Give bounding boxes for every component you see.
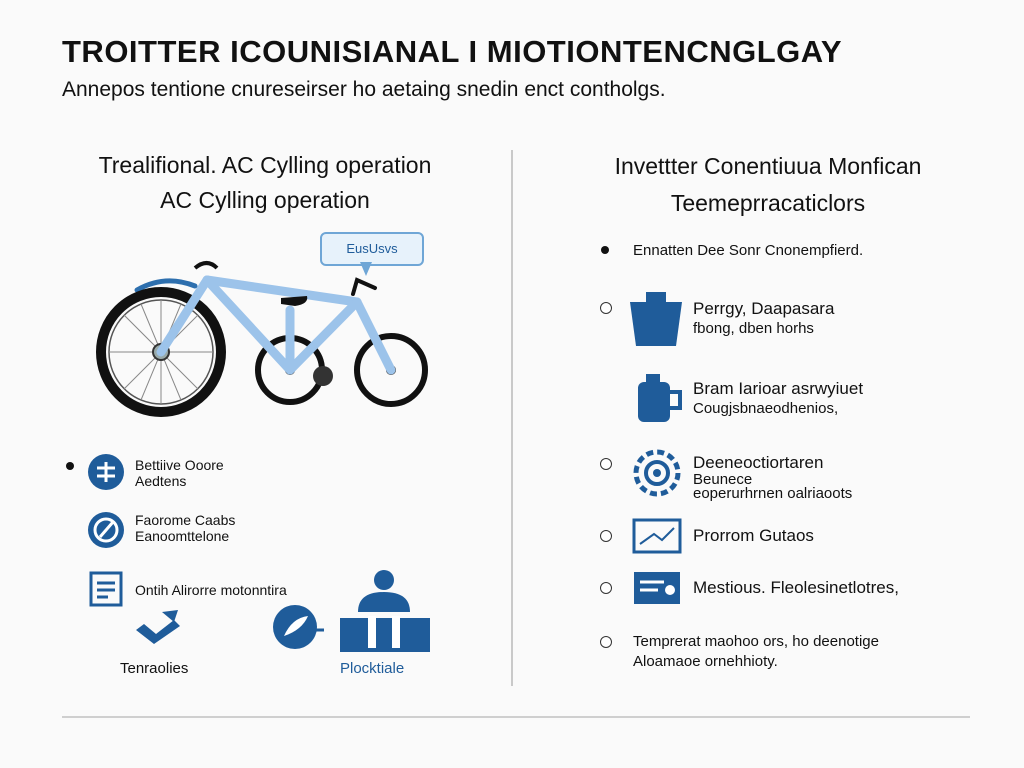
left-title-line2: AC Cylling operation xyxy=(160,187,370,213)
bullet-ring xyxy=(600,458,612,470)
bottom-right-label: Plocktiale xyxy=(340,660,405,677)
left-item-1-label: Bettiive Ooore Aedtens xyxy=(135,457,224,489)
right-title-line2: Teemeprracaticlors xyxy=(670,190,866,216)
right-item-1-label: Ennatten Dee Sonr Cnonempfierd. xyxy=(633,242,864,259)
bullet-ring xyxy=(600,302,612,314)
right-item-2-label: Perrgy, Daapasara fbong, dben horhs xyxy=(693,299,835,337)
bullet-ring xyxy=(600,582,612,594)
page-subtitle: Annepos tentione cnureseirser ho aetaing snedin enct contholgs. xyxy=(62,78,666,101)
right-column-title xyxy=(578,148,958,222)
left-title-line1: Trealifional. AC Cylling operation xyxy=(98,152,432,178)
right-item-5-label: Prorrom Gutaos xyxy=(693,526,814,545)
card-icon xyxy=(632,570,682,606)
bicycle-icon xyxy=(95,250,435,420)
bottom-left-label: Tenraolies xyxy=(120,660,189,677)
right-item-3-label: Bram Iarioar asrwyiuet Cougjsbnaeodhenios, xyxy=(693,379,864,417)
left-item-2-label: Faorome Caabs Eanoomttelone xyxy=(135,512,236,544)
column-divider xyxy=(511,150,513,686)
hand-tool-icon xyxy=(130,606,186,652)
gauge-icon xyxy=(86,510,126,550)
right-item-4-label: Deeneoctiortaren Beunece eoperurhrnen oalriaoots xyxy=(693,453,853,502)
chart-window-icon xyxy=(632,518,682,554)
page-title: TROITTER ICOUNISIANAL I MIOTIONTENCNGLGAY xyxy=(62,34,843,69)
bullet-ring xyxy=(600,530,612,542)
leaf-icon xyxy=(272,604,324,650)
power-settings-icon xyxy=(86,452,126,492)
document-icon xyxy=(88,570,124,608)
left-column-title xyxy=(70,148,460,218)
mug-icon xyxy=(634,372,686,424)
callout-tail xyxy=(360,262,372,276)
left-item-3-label: Ontih Alirorre motonntira xyxy=(135,582,287,598)
bullet-dot xyxy=(601,246,609,254)
bullet-ring xyxy=(600,636,612,648)
right-title-line1: Invettter Conentiuua Monfican xyxy=(614,153,922,179)
right-item-6-label: Mestious. Fleolesinetlotres, xyxy=(693,578,899,597)
footer-divider xyxy=(62,716,970,718)
gear-icon xyxy=(632,448,682,498)
user-box-icon xyxy=(338,568,432,654)
bullet-dot xyxy=(66,462,74,470)
callout-bubble: EusUsvs xyxy=(320,232,424,266)
right-item-7-label: Temprerat maohoo ors, ho deenotige Aloamaoe ornehhioty. xyxy=(633,633,879,670)
container-icon xyxy=(628,290,684,348)
